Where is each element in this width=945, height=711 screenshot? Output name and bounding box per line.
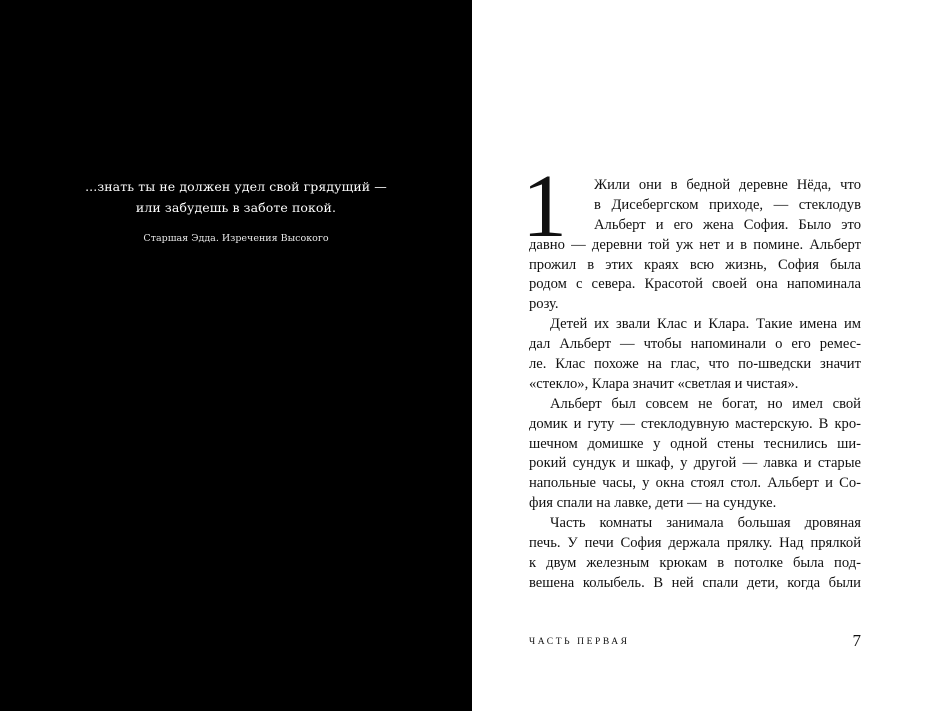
text-line: Альберт был совсем не богат, но имел свой xyxy=(550,395,861,412)
text-line: вешена колыбель. В ней спали дети, когда были xyxy=(529,574,861,591)
text-line: фия спали на лавке, дети — на сундуке. xyxy=(529,495,777,512)
page-footer xyxy=(529,631,861,655)
text-line: домик и гуту — стеклодувную мастерскую. В кро- xyxy=(529,415,861,432)
text-line: давно — деревни той уж нет и в помине. Альберт xyxy=(529,236,861,253)
text-line: родом с севера. Красотой своей она напоминала xyxy=(529,276,861,293)
text-line: Жили они в бедной деревне Нёда, что xyxy=(594,177,861,193)
text-line: рокий сундук и шкаф, у другой — лавка и старые xyxy=(529,455,861,472)
text-line: к двум железным крюкам в потолке была под- xyxy=(529,554,861,571)
text-line: Часть комнаты занимала большая дровяная xyxy=(550,515,861,532)
running-head: ЧАСТЬ ПЕРВАЯ xyxy=(529,637,630,647)
text-line: прожил в этих краях всю жизнь, София была xyxy=(529,256,861,273)
left-page xyxy=(0,0,472,711)
text-line: «стекло», Клара значит «светлая и чистая». xyxy=(529,375,799,392)
chapter-number: 1 xyxy=(522,157,567,256)
right-page xyxy=(472,0,945,711)
page-number: 7 xyxy=(852,631,861,650)
text-line: печь. У печи София держала прялку. Над прялкой xyxy=(529,535,861,552)
text-line: напольные часы, у окна стоял стол. Альберт и Со- xyxy=(529,475,861,492)
chapter-text xyxy=(529,176,861,594)
text-line: ле. Клас похоже на глас, что по-шведски значит xyxy=(529,356,861,373)
text-line: дал Альберт — чтобы напоминали о его ремес- xyxy=(529,336,861,353)
text-line: Детей их звали Клас и Клара. Такие имена им xyxy=(550,316,861,333)
text-line: Альберт и его жена София. Было это xyxy=(594,216,861,233)
text-line: шечном домишке у одной стены теснились ши- xyxy=(529,435,861,452)
text-line: в Дисебергском приходе, — стеклодув xyxy=(594,196,861,213)
text-line: розу. xyxy=(529,296,559,313)
epigraph-line: или забудешь в заботе покой. xyxy=(135,200,337,215)
epigraph xyxy=(0,176,472,246)
epigraph-source: Старшая Эдда. Изречения Высокого xyxy=(143,233,329,244)
epigraph-line: ...знать ты не должен удел свой грядущий — xyxy=(85,179,387,194)
